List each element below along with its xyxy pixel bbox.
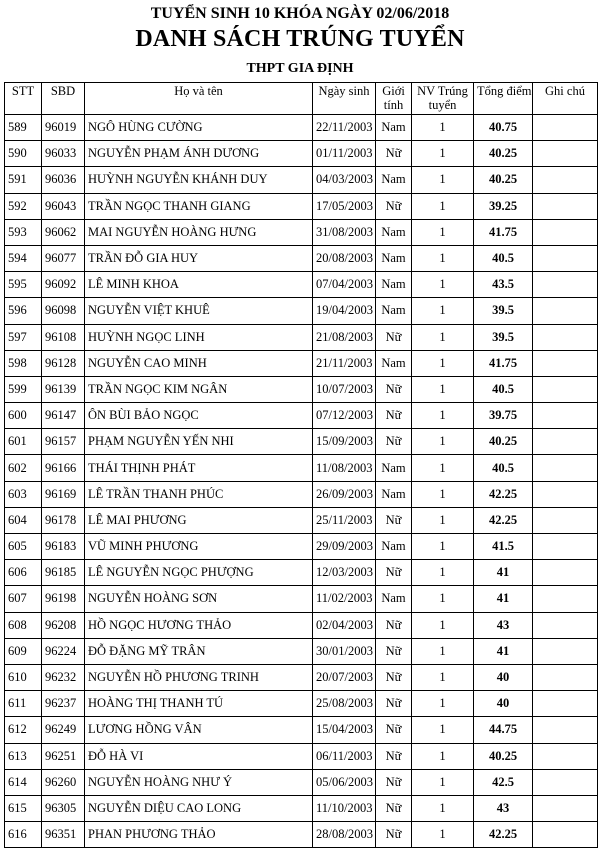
cell-dob: 02/04/2003 (313, 612, 376, 638)
cell-note (533, 743, 598, 769)
table-row (5, 272, 598, 298)
cell-stt: 605 (5, 534, 42, 560)
cell-name: PHAN PHƯƠNG THẢO (85, 822, 313, 848)
cell-stt: 592 (5, 193, 42, 219)
cell-nv: 1 (412, 795, 474, 821)
cell-dob: 30/01/2003 (313, 638, 376, 664)
cell-nv: 1 (412, 324, 474, 350)
header-stt: STT (5, 83, 42, 115)
cell-sbd: 96208 (42, 612, 85, 638)
cell-note (533, 455, 598, 481)
cell-score: 42.5 (474, 769, 533, 795)
cell-score: 40 (474, 664, 533, 690)
cell-sbd: 96098 (42, 298, 85, 324)
cell-name: NGUYỄN PHẠM ÁNH DƯƠNG (85, 141, 313, 167)
cell-note (533, 664, 598, 690)
cell-note (533, 534, 598, 560)
cell-dob: 25/08/2003 (313, 691, 376, 717)
cell-sex: Nữ (376, 141, 412, 167)
cell-sbd: 96169 (42, 481, 85, 507)
table-row (5, 324, 598, 350)
cell-note (533, 560, 598, 586)
cell-nv: 1 (412, 822, 474, 848)
cell-name: NGUYỄN DIỆU CAO LONG (85, 795, 313, 821)
cell-sex: Nam (376, 245, 412, 271)
cell-sbd: 96249 (42, 717, 85, 743)
cell-sbd: 96147 (42, 403, 85, 429)
cell-dob: 31/08/2003 (313, 219, 376, 245)
list-title: DANH SÁCH TRÚNG TUYỂN (135, 26, 465, 52)
cell-sbd: 96033 (42, 141, 85, 167)
cell-score: 39.5 (474, 324, 533, 350)
cell-stt: 607 (5, 586, 42, 612)
table-row (5, 612, 598, 638)
cell-dob: 15/09/2003 (313, 429, 376, 455)
cell-stt: 611 (5, 691, 42, 717)
cell-name: LÊ MINH KHOA (85, 272, 313, 298)
cell-score: 40.25 (474, 429, 533, 455)
cell-sex: Nam (376, 167, 412, 193)
cell-dob: 25/11/2003 (313, 507, 376, 533)
cell-name: HOÀNG THỊ THANH TÚ (85, 691, 313, 717)
header-score: Tổng điểm (474, 83, 533, 115)
admission-table (4, 82, 598, 848)
cell-dob: 26/09/2003 (313, 481, 376, 507)
header-name: Họ và tên (85, 83, 313, 115)
cell-sex: Nam (376, 586, 412, 612)
cell-score: 42.25 (474, 507, 533, 533)
cell-sbd: 96043 (42, 193, 85, 219)
cell-score: 41 (474, 638, 533, 664)
cell-note (533, 324, 598, 350)
cell-dob: 22/11/2003 (313, 115, 376, 141)
cell-score: 41 (474, 586, 533, 612)
cell-nv: 1 (412, 691, 474, 717)
cell-sbd: 96305 (42, 795, 85, 821)
cell-stt: 595 (5, 272, 42, 298)
cell-sbd: 96036 (42, 167, 85, 193)
cell-sex: Nữ (376, 560, 412, 586)
cell-name: LÊ TRẦN THANH PHÚC (85, 481, 313, 507)
cell-nv: 1 (412, 376, 474, 402)
table-row (5, 376, 598, 402)
cell-note (533, 376, 598, 402)
cell-dob: 05/06/2003 (313, 769, 376, 795)
cell-sex: Nữ (376, 376, 412, 402)
cell-score: 43.5 (474, 272, 533, 298)
cell-note (533, 219, 598, 245)
cell-note (533, 507, 598, 533)
cell-name: ĐỖ HÀ VI (85, 743, 313, 769)
cell-sbd: 96139 (42, 376, 85, 402)
cell-stt: 613 (5, 743, 42, 769)
cell-nv: 1 (412, 534, 474, 560)
cell-name: NGUYỄN HỒ PHƯƠNG TRINH (85, 664, 313, 690)
cell-dob: 11/08/2003 (313, 455, 376, 481)
cell-sbd: 96128 (42, 350, 85, 376)
table-row (5, 167, 598, 193)
cell-nv: 1 (412, 481, 474, 507)
cell-dob: 28/08/2003 (313, 822, 376, 848)
cell-sbd: 96062 (42, 219, 85, 245)
school-name: THPT GIA ĐỊNH (246, 61, 354, 76)
cell-name: LÊ NGUYỄN NGỌC PHƯỢNG (85, 560, 313, 586)
table-row (5, 245, 598, 271)
cell-dob: 11/02/2003 (313, 586, 376, 612)
table-body (5, 115, 598, 848)
cell-name: PHẠM NGUYỄN YẾN NHI (85, 429, 313, 455)
cell-sex: Nam (376, 298, 412, 324)
cell-sex: Nữ (376, 638, 412, 664)
cell-score: 44.75 (474, 717, 533, 743)
table-row (5, 664, 598, 690)
cell-dob: 06/11/2003 (313, 743, 376, 769)
cell-stt: 615 (5, 795, 42, 821)
cell-stt: 616 (5, 822, 42, 848)
cell-sex: Nam (376, 350, 412, 376)
cell-nv: 1 (412, 141, 474, 167)
cell-note (533, 403, 598, 429)
cell-sex: Nữ (376, 429, 412, 455)
cell-note (533, 141, 598, 167)
table-row (5, 795, 598, 821)
cell-stt: 600 (5, 403, 42, 429)
cell-name: HUỲNH NGỌC LINH (85, 324, 313, 350)
cell-sex: Nữ (376, 822, 412, 848)
cell-sex: Nữ (376, 507, 412, 533)
cell-sbd: 96166 (42, 455, 85, 481)
table-row (5, 193, 598, 219)
cell-sbd: 96092 (42, 272, 85, 298)
cell-sbd: 96157 (42, 429, 85, 455)
cell-sex: Nam (376, 481, 412, 507)
cell-name: LÊ MAI PHƯƠNG (85, 507, 313, 533)
cell-sex: Nam (376, 272, 412, 298)
cell-stt: 603 (5, 481, 42, 507)
cell-name: TRẦN ĐỖ GIA HUY (85, 245, 313, 271)
cell-name: TRẦN NGỌC THANH GIANG (85, 193, 313, 219)
cell-name: TRẦN NGỌC KIM NGÂN (85, 376, 313, 402)
cell-dob: 21/11/2003 (313, 350, 376, 376)
cell-stt: 608 (5, 612, 42, 638)
cell-name: ĐỖ ĐẶNG MỸ TRÂN (85, 638, 313, 664)
header-note: Ghi chú (533, 83, 598, 115)
cell-sex: Nữ (376, 795, 412, 821)
cell-sex: Nam (376, 455, 412, 481)
table-row (5, 586, 598, 612)
cell-sex: Nữ (376, 743, 412, 769)
cell-dob: 17/05/2003 (313, 193, 376, 219)
table-row (5, 717, 598, 743)
header-sbd: SBD (42, 83, 85, 115)
cell-stt: 598 (5, 350, 42, 376)
cell-dob: 19/04/2003 (313, 298, 376, 324)
cell-score: 39.75 (474, 403, 533, 429)
cell-name: MAI NGUYỄN HOÀNG HƯNG (85, 219, 313, 245)
cell-note (533, 769, 598, 795)
table-row (5, 638, 598, 664)
cell-nv: 1 (412, 298, 474, 324)
table-row (5, 481, 598, 507)
cell-score: 40.25 (474, 141, 533, 167)
cell-name: NGUYỄN VIỆT KHUÊ (85, 298, 313, 324)
cell-nv: 1 (412, 743, 474, 769)
cell-sbd: 96232 (42, 664, 85, 690)
cell-score: 43 (474, 795, 533, 821)
cell-note (533, 481, 598, 507)
cell-dob: 04/03/2003 (313, 167, 376, 193)
header-sex: Giới tính (376, 83, 412, 115)
cell-sbd: 96237 (42, 691, 85, 717)
cell-note (533, 245, 598, 271)
cell-note (533, 822, 598, 848)
cell-stt: 589 (5, 115, 42, 141)
cell-sbd: 96108 (42, 324, 85, 350)
cell-nv: 1 (412, 560, 474, 586)
cell-note (533, 612, 598, 638)
cell-nv: 1 (412, 638, 474, 664)
cell-name: HỒ NGỌC HƯƠNG THẢO (85, 612, 313, 638)
table-row (5, 691, 598, 717)
table-row (5, 219, 598, 245)
cell-nv: 1 (412, 612, 474, 638)
cell-nv: 1 (412, 272, 474, 298)
cell-stt: 593 (5, 219, 42, 245)
cell-nv: 1 (412, 167, 474, 193)
cell-stt: 606 (5, 560, 42, 586)
cell-name: VŨ MINH PHƯƠNG (85, 534, 313, 560)
header-dob: Ngày sinh (313, 83, 376, 115)
cell-sex: Nữ (376, 403, 412, 429)
cell-stt: 614 (5, 769, 42, 795)
cell-sex: Nữ (376, 664, 412, 690)
cell-score: 41.5 (474, 534, 533, 560)
cell-sex: Nữ (376, 612, 412, 638)
cell-score: 40.75 (474, 115, 533, 141)
cell-stt: 590 (5, 141, 42, 167)
cell-dob: 15/04/2003 (313, 717, 376, 743)
table-row (5, 769, 598, 795)
table-row (5, 429, 598, 455)
cell-nv: 1 (412, 586, 474, 612)
table-row (5, 455, 598, 481)
cell-sbd: 96251 (42, 743, 85, 769)
cell-score: 42.25 (474, 481, 533, 507)
cell-sex: Nữ (376, 193, 412, 219)
cell-score: 40 (474, 691, 533, 717)
cell-sex: Nam (376, 534, 412, 560)
cell-score: 41.75 (474, 350, 533, 376)
cell-nv: 1 (412, 717, 474, 743)
table-row (5, 534, 598, 560)
cell-sbd: 96183 (42, 534, 85, 560)
cell-nv: 1 (412, 193, 474, 219)
cell-dob: 01/11/2003 (313, 141, 376, 167)
cell-score: 41.75 (474, 219, 533, 245)
cell-stt: 591 (5, 167, 42, 193)
cell-score: 40.5 (474, 455, 533, 481)
cell-score: 40.25 (474, 167, 533, 193)
cell-stt: 596 (5, 298, 42, 324)
table-row (5, 115, 598, 141)
cell-dob: 11/10/2003 (313, 795, 376, 821)
cell-nv: 1 (412, 245, 474, 271)
table-row (5, 141, 598, 167)
cell-note (533, 795, 598, 821)
cell-stt: 604 (5, 507, 42, 533)
table-row (5, 822, 598, 848)
cell-name: NGUYỄN CAO MINH (85, 350, 313, 376)
cell-sex: Nam (376, 219, 412, 245)
cell-sex: Nam (376, 115, 412, 141)
cell-dob: 07/12/2003 (313, 403, 376, 429)
cell-stt: 612 (5, 717, 42, 743)
cell-sbd: 96224 (42, 638, 85, 664)
cell-score: 40.25 (474, 743, 533, 769)
cell-note (533, 167, 598, 193)
cell-nv: 1 (412, 429, 474, 455)
table-row (5, 743, 598, 769)
cell-sbd: 96178 (42, 507, 85, 533)
cell-score: 42.25 (474, 822, 533, 848)
cell-nv: 1 (412, 350, 474, 376)
table-row (5, 298, 598, 324)
cell-sbd: 96077 (42, 245, 85, 271)
cell-sex: Nữ (376, 769, 412, 795)
cell-note (533, 691, 598, 717)
cell-dob: 20/07/2003 (313, 664, 376, 690)
cell-score: 41 (474, 560, 533, 586)
cell-note (533, 717, 598, 743)
cell-name: LƯƠNG HỒNG VÂN (85, 717, 313, 743)
table-row (5, 403, 598, 429)
cell-name: NGÔ HÙNG CƯỜNG (85, 115, 313, 141)
cell-score: 40.5 (474, 376, 533, 402)
cell-nv: 1 (412, 403, 474, 429)
cell-sex: Nữ (376, 717, 412, 743)
cell-nv: 1 (412, 115, 474, 141)
cell-stt: 610 (5, 664, 42, 690)
cell-note (533, 298, 598, 324)
cell-note (533, 350, 598, 376)
cell-sbd: 96185 (42, 560, 85, 586)
cell-nv: 1 (412, 455, 474, 481)
cell-score: 40.5 (474, 245, 533, 271)
cell-sbd: 96019 (42, 115, 85, 141)
cell-note (533, 193, 598, 219)
cell-sbd: 96198 (42, 586, 85, 612)
cell-note (533, 586, 598, 612)
cell-score: 43 (474, 612, 533, 638)
cell-nv: 1 (412, 507, 474, 533)
cell-stt: 594 (5, 245, 42, 271)
exam-title: TUYỂN SINH 10 KHÓA NGÀY 02/06/2018 (150, 5, 450, 22)
table-row (5, 507, 598, 533)
cell-name: NGUYỄN HOÀNG SƠN (85, 586, 313, 612)
cell-sbd: 96351 (42, 822, 85, 848)
cell-sex: Nữ (376, 691, 412, 717)
cell-dob: 10/07/2003 (313, 376, 376, 402)
cell-stt: 597 (5, 324, 42, 350)
cell-name: NGUYỄN HOÀNG NHƯ Ý (85, 769, 313, 795)
cell-sbd: 96260 (42, 769, 85, 795)
cell-dob: 07/04/2003 (313, 272, 376, 298)
cell-nv: 1 (412, 664, 474, 690)
cell-stt: 599 (5, 376, 42, 402)
cell-note (533, 272, 598, 298)
table-header (5, 83, 598, 115)
cell-score: 39.25 (474, 193, 533, 219)
cell-note (533, 429, 598, 455)
table-row (5, 560, 598, 586)
table-row (5, 350, 598, 376)
cell-name: ÔN BÙI BẢO NGỌC (85, 403, 313, 429)
header-nv: NV Trúng tuyển (412, 83, 474, 115)
cell-dob: 29/09/2003 (313, 534, 376, 560)
cell-score: 39.5 (474, 298, 533, 324)
cell-stt: 609 (5, 638, 42, 664)
cell-stt: 602 (5, 455, 42, 481)
cell-nv: 1 (412, 219, 474, 245)
cell-stt: 601 (5, 429, 42, 455)
cell-sex: Nữ (376, 324, 412, 350)
cell-note (533, 115, 598, 141)
cell-note (533, 638, 598, 664)
cell-name: HUỲNH NGUYỄN KHÁNH DUY (85, 167, 313, 193)
cell-dob: 20/08/2003 (313, 245, 376, 271)
cell-dob: 12/03/2003 (313, 560, 376, 586)
cell-name: THÁI THỊNH PHÁT (85, 455, 313, 481)
cell-nv: 1 (412, 769, 474, 795)
cell-dob: 21/08/2003 (313, 324, 376, 350)
